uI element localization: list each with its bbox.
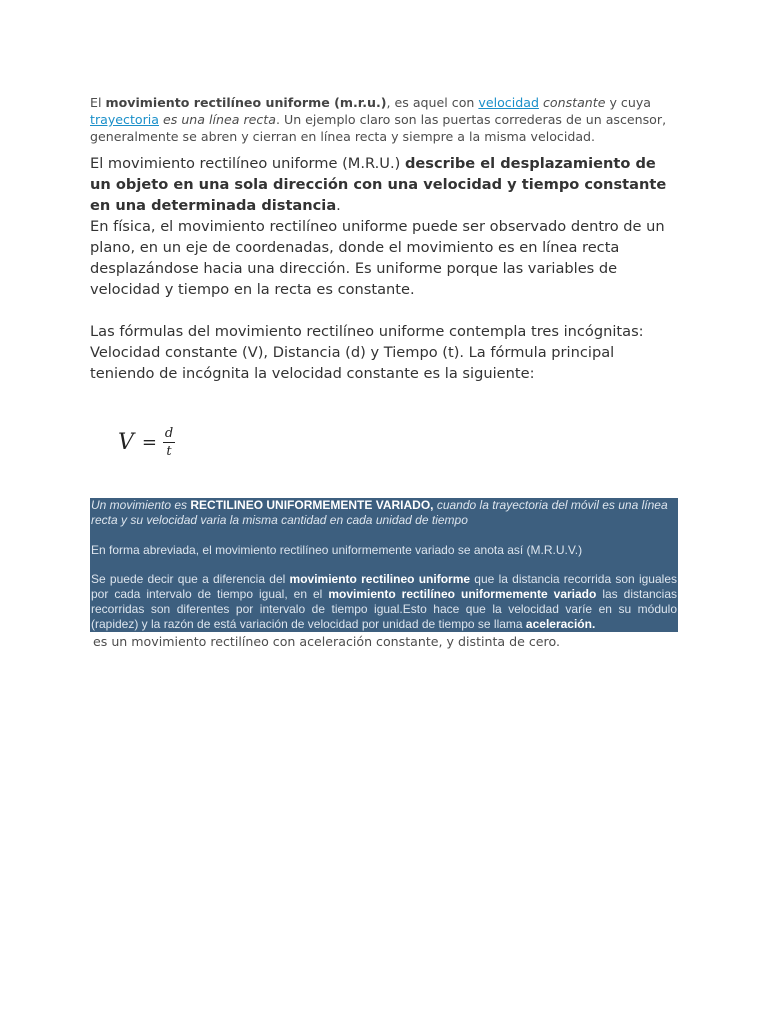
definition-paragraph	[90, 153, 680, 216]
definition-text: .	[336, 197, 341, 214]
trayectoria-link[interactable]: trayectoria	[90, 112, 159, 127]
definition-text: El movimiento rectilíneo uniforme (M.R.U.)	[90, 155, 405, 172]
formula-denominator: t	[166, 443, 172, 459]
mruv-italic: cuando la trayectoria del móvil es una línea recta y su velocidad varia la misma cantidad en cada unidad de tiempo	[91, 498, 668, 527]
mruv-term: RECTILINEO UNIFORMEMENTE VARIADO,	[190, 498, 434, 512]
fraction-bar	[163, 442, 175, 443]
mruv-highlight-box	[90, 498, 678, 632]
mruv-bold: movimiento rectilíneo uniformemente variado	[328, 587, 597, 601]
intro-text: , es aquel con	[386, 95, 479, 110]
intro-text: y cuya	[605, 95, 652, 110]
mruv-text: Se puede decir que a diferencia del	[91, 572, 290, 586]
mruv-comparison	[91, 572, 677, 632]
velocidad-link[interactable]: velocidad	[478, 95, 539, 110]
formula-numerator: d	[164, 425, 174, 441]
intro-text: . Un ejemplo claro son las puertas correderas de un ascensor, generalmente se abren y cierran en línea recta y siempre a la misma velocidad.	[90, 112, 667, 144]
formula-lhs: V	[118, 429, 134, 455]
velocity-formula	[118, 422, 680, 462]
mruv-bold: aceleración.	[525, 617, 596, 631]
document-body	[90, 94, 680, 462]
formula-fraction	[163, 427, 175, 458]
formula-equals: =	[141, 431, 157, 453]
physics-paragraph: En física, el movimiento rectilíneo uniforme puede ser observado dentro de un plano, en un eje de coordenadas, donde el movimiento es en línea recta desplazándose hacia una dirección. Es uniforme porque las variables de velocidad y tiempo en la recta es constante.	[90, 218, 665, 298]
mruv-definition	[91, 498, 677, 528]
intro-italic: es una línea recta	[163, 112, 276, 127]
mruv-text: las distancias recorridas son diferentes por intervalo de tiempo igual.Esto hace que la velocidad varíe en su módulo (rapidez) y la razón de está variación de velocidad por unidad de tiempo se llama	[91, 587, 678, 631]
definition-bold: describe el desplazamiento de un objeto en una sola dirección con una velocidad y tiempo constante en una determinada distancia	[90, 155, 667, 214]
intro-italic: constante	[542, 95, 606, 110]
mruv-abbreviation: En forma abreviada, el movimiento rectilíneo uniformemente variado se anota así (M.R.U.V.)	[91, 543, 583, 557]
mruv-italic: Un movimiento es	[91, 498, 191, 512]
intro-term: movimiento rectilíneo uniforme (m.r.u.)	[105, 95, 387, 110]
intro-text: El	[90, 95, 106, 110]
acceleration-line: es un movimiento rectilíneo con aceleración constante, y distinta de cero.	[93, 634, 560, 649]
mruv-bold: movimiento rectilineo uniforme	[289, 572, 471, 586]
mruv-text: que la distancia recorrida son iguales por cada intervalo de tiempo igual, en el	[91, 572, 677, 601]
formulas-paragraph: Las fórmulas del movimiento rectilíneo uniforme contempla tres incógnitas: Velocidad constante (V), Distancia (d) y Tiempo (t). La fórmula principal teniendo de incógnita la velocidad constante es la siguiente:	[90, 323, 644, 382]
intro-paragraph	[90, 94, 680, 145]
